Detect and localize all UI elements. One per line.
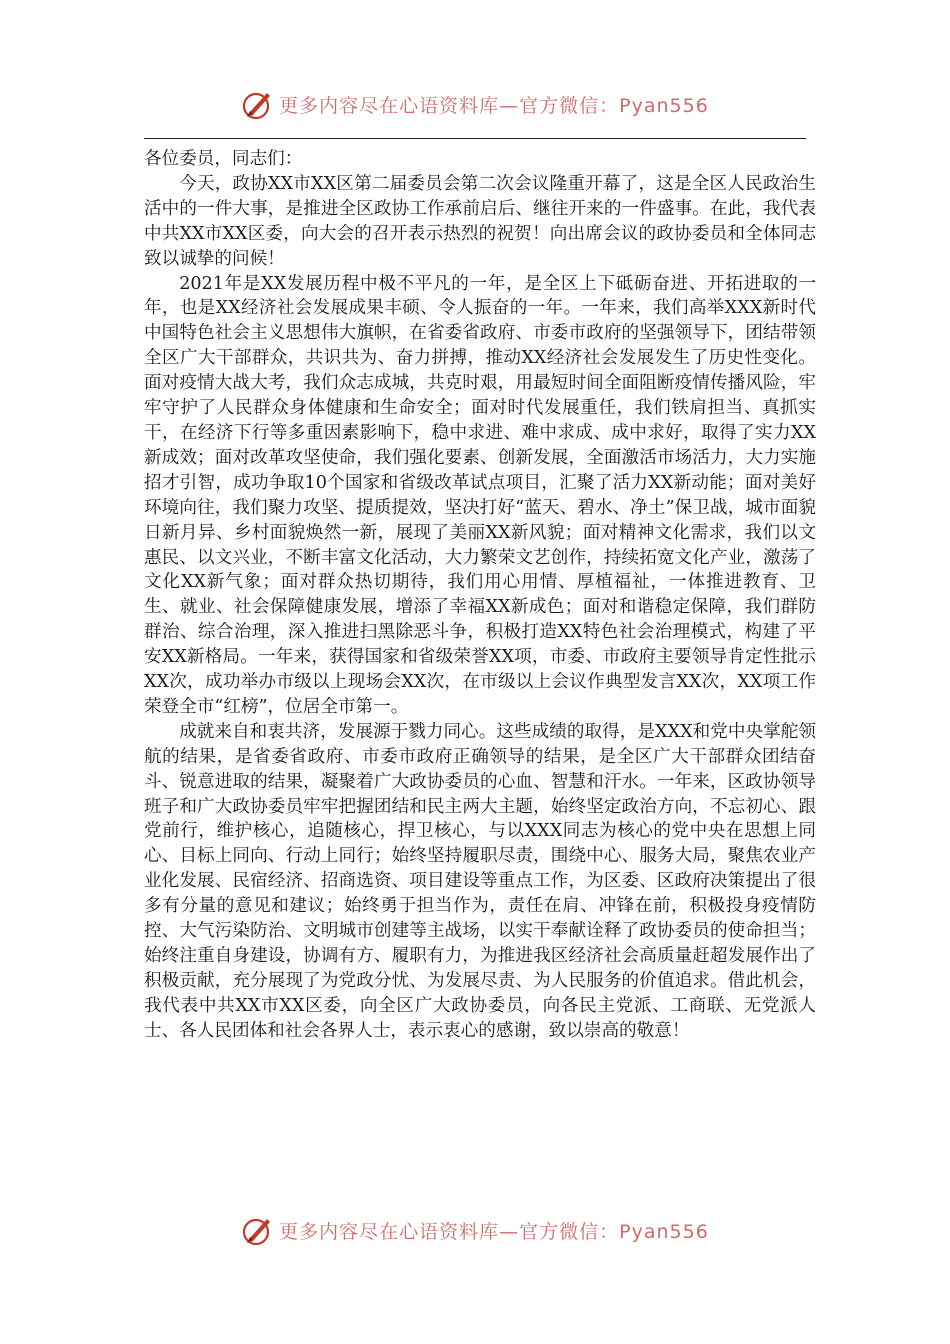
paragraph-3: 成就来自和衷共济，发展源于戮力同心。这些成绩的取得，是XXX和党中央掌舵领航的结果，是省委省政府、市委市政府正确领导的结果，是全区广大干部群众团结奋斗、锐意进取的结果，凝聚着广大政协委员的心血、智慧和汗水。一年来，区政协领导班子和广大政协委员牢牢把握团结和民主两大主题，始终坚定政治方向，不忘初心、跟党前行，维护核心，追随核心，捍卫核心，与以XXX同志为核心的党中央在思想上同心、目标上同向、行动上同行；始终坚持履职尽责，围绕中心、服务大局，聚焦农业产业化发展、民宿经济、招商选资、项目建设等重点工作，为区委、区政府决策提出了很多有分量的意见和建议；始终勇于担当作为，责任在肩、冲锋在前，积极投身疫情防控、大气污染防治、文明城市创建等主战场，以实干奉献诠释了政协委员的使命担当；始终注重自身建设，协调有方、履职有力，为推进我区经济社会高质量赶超发展作出了积极贡献，充分展现了为党政分忧、为发展尽责、为人民服务的价值追求。借此机会，我代表中共XX市XX区委，向全区广大政协委员，向各民主党派、工商联、无党派人士、各人民团体和社会各界人士，表示衷心的感谢，致以崇高的敬意！ <box>144 721 816 1041</box>
header-rule <box>144 138 806 139</box>
paragraph-1: 今天，政协XX市XX区第二届委员会第二次会议隆重开幕了，这是全区人民政治生活中的一件大事，是推进全区政协工作承前启后、继往开来的一件盛事。在此，我代表中共XX市XX区委，向大会的召开表示热烈的祝贺！向出席会议的政协委员和全体同志致以诚挚的问候！ <box>144 173 816 269</box>
pen-logo-icon <box>241 1213 275 1247</box>
footer-banner <box>0 1210 950 1250</box>
salutation: 各位委员，同志们： <box>144 149 303 169</box>
header-banner-text: 更多内容尽在心语资料库—官方微信：Pyan556 <box>279 94 709 117</box>
header-banner <box>0 84 950 124</box>
footer-banner-text: 更多内容尽在心语资料库—官方微信：Pyan556 <box>279 1220 709 1243</box>
pen-logo-icon <box>241 87 275 121</box>
document-body <box>144 147 816 1044</box>
paragraph-2: 2021年是XX发展历程中极不平凡的一年，是全区上下砥砺奋进、开拓进取的一年，也是XX经济社会发展成果丰硕、令人振奋的一年。一年来，我们高举XXX新时代中国特色社会主义思想伟大旗帜，在省委省政府、市委市政府的坚强领导下，团结带领全区广大干部群众，共识共为、奋力拼搏，推动XX经济社会发展发生了历史性变化。面对疫情大战大考，我们众志成城，共克时艰，用最短时间全面阻断疫情传播风险，牢牢守护了人民群众身体健康和生命安全；面对时代发展重任，我们铁肩担当、真抓实干，在经济下行等多重因素影响下，稳中求进、难中求成、成中求好，取得了实力XX新成效；面对改革攻坚使命，我们强化要素、创新发展，全面激活市场活力，大力实施招才引智，成功争取10个国家和省级改革试点项目，汇聚了活力XX新动能；面对美好环境向往，我们聚力攻坚、提质提效，坚决打好“蓝天、碧水、净土”保卫战，城市面貌日新月异、乡村面貌焕然一新，展现了美丽XX新风貌；面对精神文化需求，我们以文惠民、以文兴业，不断丰富文化活动，大力繁荣文艺创作，持续拓宽文化产业，激荡了文化XX新气象；面对群众热切期待，我们用心用情、厚植福祉，一体推进教育、卫生、就业、社会保障健康发展，增添了幸福XX新成色；面对和谐稳定保障，我们群防群治、综合治理，深入推进扫黑除恶斗争，积极打造XX特色社会治理模式，构建了平安XX新格局。一年来，获得国家和省级荣誉XX项，市委、市政府主要领导肯定性批示XX次，成功举办市级以上现场会XX次，在市级以上会议作典型发言XX次，XX项工作荣登全市“红榜”，位居全市第一。 <box>144 273 816 717</box>
